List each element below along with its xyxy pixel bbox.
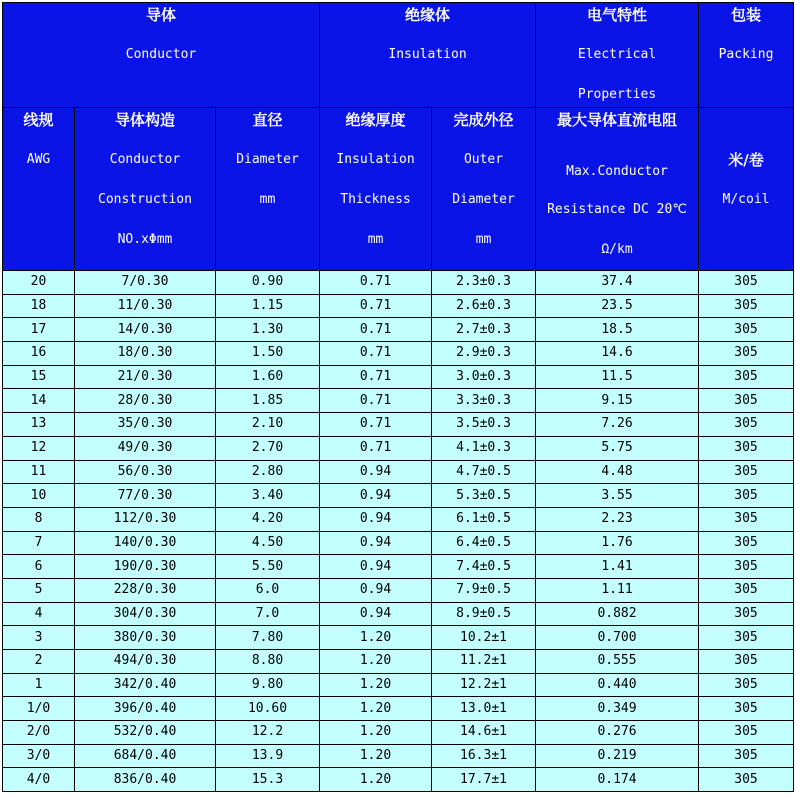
diameter-cell: 4.20 [216,507,320,531]
table-row [3,768,794,792]
electrical-group-header [536,3,699,108]
awg-header-en: AWG [26,152,51,167]
awg-cell: 11 [3,460,75,484]
outer-diameter-cell: 2.3±0.3 [432,271,536,295]
diameter-cell: 1.15 [216,294,320,318]
awg-cell: 10 [3,484,75,508]
table-row [3,531,794,555]
awg-cell: 13 [3,413,75,437]
outer-header-zh: 完成外径 [453,111,514,129]
table-row [3,602,794,626]
diameter-cell: 9.80 [216,673,320,697]
diameter-header-zh: 直径 [252,111,283,129]
electrical-group-en2: Properties [577,87,657,102]
packing-group-header [699,3,794,108]
meters-per-coil-cell: 305 [699,389,794,413]
diameter-cell: 8.80 [216,650,320,674]
construction-cell: 35/0.30 [75,413,216,437]
diameter-cell: 4.50 [216,531,320,555]
resistance-cell: 2.23 [536,507,699,531]
meters-per-coil-cell: 305 [699,484,794,508]
table-row [3,507,794,531]
meters-per-coil-cell: 305 [699,342,794,366]
conductor-group-en: Conductor [125,47,197,62]
thickness-cell: 0.94 [320,484,432,508]
outer-diameter-cell: 16.3±1 [432,744,536,768]
diameter-cell: 12.2 [216,721,320,745]
insulation-group-header [320,3,536,108]
meters-per-coil-cell: 305 [699,460,794,484]
resistance-cell: 14.6 [536,342,699,366]
conductor-group-header [3,3,320,108]
meters-per-coil-cell: 305 [699,413,794,437]
construction-cell: 190/0.30 [75,555,216,579]
diameter-cell: 3.40 [216,484,320,508]
awg-cell: 12 [3,436,75,460]
table-row [3,555,794,579]
construction-cell: 532/0.40 [75,721,216,745]
insulation-group-zh: 绝缘体 [405,6,451,24]
construction-cell: 18/0.30 [75,342,216,366]
thickness-cell: 0.71 [320,318,432,342]
table-row [3,413,794,437]
resistance-cell: 18.5 [536,318,699,342]
meters-per-coil-cell: 305 [699,673,794,697]
construction-header-en1: Conductor [109,152,181,167]
outer-header-unit: mm [475,232,492,247]
table-row [3,626,794,650]
resistance-cell: 4.48 [536,460,699,484]
table-row [3,342,794,366]
construction-cell: 7/0.30 [75,271,216,295]
outer-diameter-cell: 8.9±0.5 [432,602,536,626]
awg-cell: 1/0 [3,697,75,721]
thickness-cell: 0.71 [320,342,432,366]
outer-diameter-cell: 13.0±1 [432,697,536,721]
resistance-cell: 0.349 [536,697,699,721]
thickness-header-unit: mm [367,232,384,247]
diameter-header-en: Diameter [236,152,299,167]
diameter-cell: 2.10 [216,413,320,437]
awg-cell: 2/0 [3,721,75,745]
construction-column-header [75,108,216,271]
awg-cell: 8 [3,507,75,531]
conductor-group-zh: 导体 [146,6,177,24]
table-row [3,697,794,721]
awg-cell: 6 [3,555,75,579]
resistance-header-unit: Ω/km [601,242,633,257]
thickness-cell: 0.94 [320,531,432,555]
meters-per-coil-cell: 305 [699,555,794,579]
construction-cell: 56/0.30 [75,460,216,484]
thickness-cell: 0.71 [320,294,432,318]
awg-cell: 7 [3,531,75,555]
awg-cell: 2 [3,650,75,674]
thickness-cell: 1.20 [320,744,432,768]
resistance-cell: 0.882 [536,602,699,626]
meters-per-coil-cell: 305 [699,721,794,745]
table-row [3,578,794,602]
resistance-cell: 0.276 [536,721,699,745]
thickness-cell: 1.20 [320,673,432,697]
resistance-column-header [536,108,699,271]
outer-diameter-cell: 11.2±1 [432,650,536,674]
thickness-cell: 0.71 [320,365,432,389]
awg-cell: 16 [3,342,75,366]
resistance-cell: 0.440 [536,673,699,697]
awg-cell: 4/0 [3,768,75,792]
diameter-cell: 13.9 [216,744,320,768]
awg-header-zh: 线规 [23,111,54,129]
thickness-column-header [320,108,432,271]
resistance-cell: 3.55 [536,484,699,508]
construction-header-en3: NO.xΦmm [117,232,173,247]
outer-diameter-cell: 3.0±0.3 [432,365,536,389]
resistance-cell: 5.75 [536,436,699,460]
resistance-cell: 1.76 [536,531,699,555]
awg-cell: 17 [3,318,75,342]
diameter-cell: 15.3 [216,768,320,792]
outer-diameter-cell: 2.7±0.3 [432,318,536,342]
resistance-header-zh: 最大导体直流电阻 [557,111,678,129]
coil-header-en: M/coil [722,192,770,207]
construction-cell: 228/0.30 [75,578,216,602]
outer-diameter-cell: 14.6±1 [432,721,536,745]
thickness-cell: 0.71 [320,271,432,295]
thickness-cell: 1.20 [320,721,432,745]
thickness-header-en2: Thickness [340,192,411,207]
thickness-header-zh: 绝缘厚度 [345,111,406,129]
resistance-cell: 1.11 [536,578,699,602]
outer-diameter-cell: 7.9±0.5 [432,578,536,602]
table-row [3,294,794,318]
awg-cell: 15 [3,365,75,389]
diameter-cell: 2.70 [216,436,320,460]
diameter-cell: 10.60 [216,697,320,721]
awg-cell: 18 [3,294,75,318]
table-row [3,389,794,413]
outer-header-en1: Outer [463,152,504,167]
outer-diameter-cell: 6.4±0.5 [432,531,536,555]
outer-diameter-cell: 4.7±0.5 [432,460,536,484]
resistance-cell: 0.219 [536,744,699,768]
table-row [3,721,794,745]
thickness-cell: 1.20 [320,697,432,721]
resistance-cell: 23.5 [536,294,699,318]
insulation-group-en: Insulation [388,47,467,62]
construction-cell: 380/0.30 [75,626,216,650]
construction-cell: 77/0.30 [75,484,216,508]
construction-cell: 396/0.40 [75,697,216,721]
thickness-header-en1: Insulation [336,152,415,167]
electrical-group-en1: Electrical [577,47,657,62]
construction-cell: 494/0.30 [75,650,216,674]
resistance-cell: 0.555 [536,650,699,674]
construction-cell: 21/0.30 [75,365,216,389]
outer-diameter-cell: 17.7±1 [432,768,536,792]
resistance-cell: 11.5 [536,365,699,389]
meters-per-coil-cell: 305 [699,294,794,318]
meters-per-coil-cell: 305 [699,626,794,650]
thickness-cell: 0.71 [320,413,432,437]
thickness-cell: 0.71 [320,436,432,460]
outer-diameter-cell: 2.6±0.3 [432,294,536,318]
construction-cell: 342/0.40 [75,673,216,697]
table-row [3,365,794,389]
outer-diameter-cell: 12.2±1 [432,673,536,697]
electrical-group-zh: 电气特性 [587,6,648,24]
diameter-cell: 6.0 [216,578,320,602]
meters-per-coil-cell: 305 [699,318,794,342]
awg-cell: 5 [3,578,75,602]
awg-cell: 14 [3,389,75,413]
outer-diameter-cell: 4.1±0.3 [432,436,536,460]
outer-diameter-cell: 6.1±0.5 [432,507,536,531]
outer-diameter-cell: 5.3±0.5 [432,484,536,508]
coil-column-header [699,108,794,271]
construction-cell: 28/0.30 [75,389,216,413]
meters-per-coil-cell: 305 [699,650,794,674]
awg-cell: 3 [3,626,75,650]
thickness-cell: 0.71 [320,389,432,413]
diameter-cell: 7.80 [216,626,320,650]
awg-cell: 1 [3,673,75,697]
awg-cell: 4 [3,602,75,626]
table-row [3,673,794,697]
construction-cell: 140/0.30 [75,531,216,555]
awg-cell: 20 [3,271,75,295]
meters-per-coil-cell: 305 [699,768,794,792]
diameter-header-unit: mm [259,192,276,207]
packing-group-en: Packing [718,47,774,62]
table-row [3,318,794,342]
thickness-cell: 1.20 [320,626,432,650]
resistance-cell: 1.41 [536,555,699,579]
resistance-cell: 0.174 [536,768,699,792]
resistance-header-en1: Max.Conductor [566,164,668,179]
diameter-cell: 1.60 [216,365,320,389]
table-row [3,271,794,295]
construction-cell: 49/0.30 [75,436,216,460]
awg-cell: 3/0 [3,744,75,768]
diameter-cell: 1.50 [216,342,320,366]
diameter-column-header [216,108,320,271]
diameter-cell: 5.50 [216,555,320,579]
thickness-cell: 0.94 [320,555,432,579]
diameter-cell: 1.30 [216,318,320,342]
construction-cell: 836/0.40 [75,768,216,792]
outer-header-en2: Diameter [452,192,515,207]
outer-diameter-cell: 7.4±0.5 [432,555,536,579]
thickness-cell: 1.20 [320,768,432,792]
thickness-cell: 0.94 [320,602,432,626]
awg-column-header [3,108,75,271]
table-row [3,460,794,484]
thickness-cell: 0.94 [320,460,432,484]
resistance-cell: 0.700 [536,626,699,650]
meters-per-coil-cell: 305 [699,697,794,721]
resistance-cell: 7.26 [536,413,699,437]
construction-cell: 684/0.40 [75,744,216,768]
construction-cell: 11/0.30 [75,294,216,318]
meters-per-coil-cell: 305 [699,531,794,555]
resistance-header-en2: Resistance DC 20℃ [547,202,687,217]
construction-header-en2: Construction [98,192,192,207]
table-row [3,436,794,460]
thickness-cell: 0.94 [320,507,432,531]
meters-per-coil-cell: 305 [699,271,794,295]
meters-per-coil-cell: 305 [699,578,794,602]
table-row [3,650,794,674]
outer-diameter-cell: 3.5±0.3 [432,413,536,437]
construction-header-zh: 导体构造 [114,111,175,129]
outer-column-header [432,108,536,271]
outer-diameter-cell: 2.9±0.3 [432,342,536,366]
outer-diameter-cell: 10.2±1 [432,626,536,650]
outer-diameter-cell: 3.3±0.3 [432,389,536,413]
meters-per-coil-cell: 305 [699,365,794,389]
meters-per-coil-cell: 305 [699,436,794,460]
construction-cell: 14/0.30 [75,318,216,342]
packing-group-zh: 包装 [731,6,762,24]
resistance-cell: 9.15 [536,389,699,413]
table-row [3,744,794,768]
diameter-cell: 1.85 [216,389,320,413]
cable-spec-table [2,2,794,792]
table-row [3,484,794,508]
construction-cell: 304/0.30 [75,602,216,626]
resistance-cell: 37.4 [536,271,699,295]
construction-cell: 112/0.30 [75,507,216,531]
meters-per-coil-cell: 305 [699,602,794,626]
coil-header-zh: 米/卷 [728,151,764,169]
meters-per-coil-cell: 305 [699,744,794,768]
diameter-cell: 0.90 [216,271,320,295]
meters-per-coil-cell: 305 [699,507,794,531]
diameter-cell: 7.0 [216,602,320,626]
spec-table-body [3,271,794,792]
diameter-cell: 2.80 [216,460,320,484]
thickness-cell: 1.20 [320,650,432,674]
thickness-cell: 0.94 [320,578,432,602]
